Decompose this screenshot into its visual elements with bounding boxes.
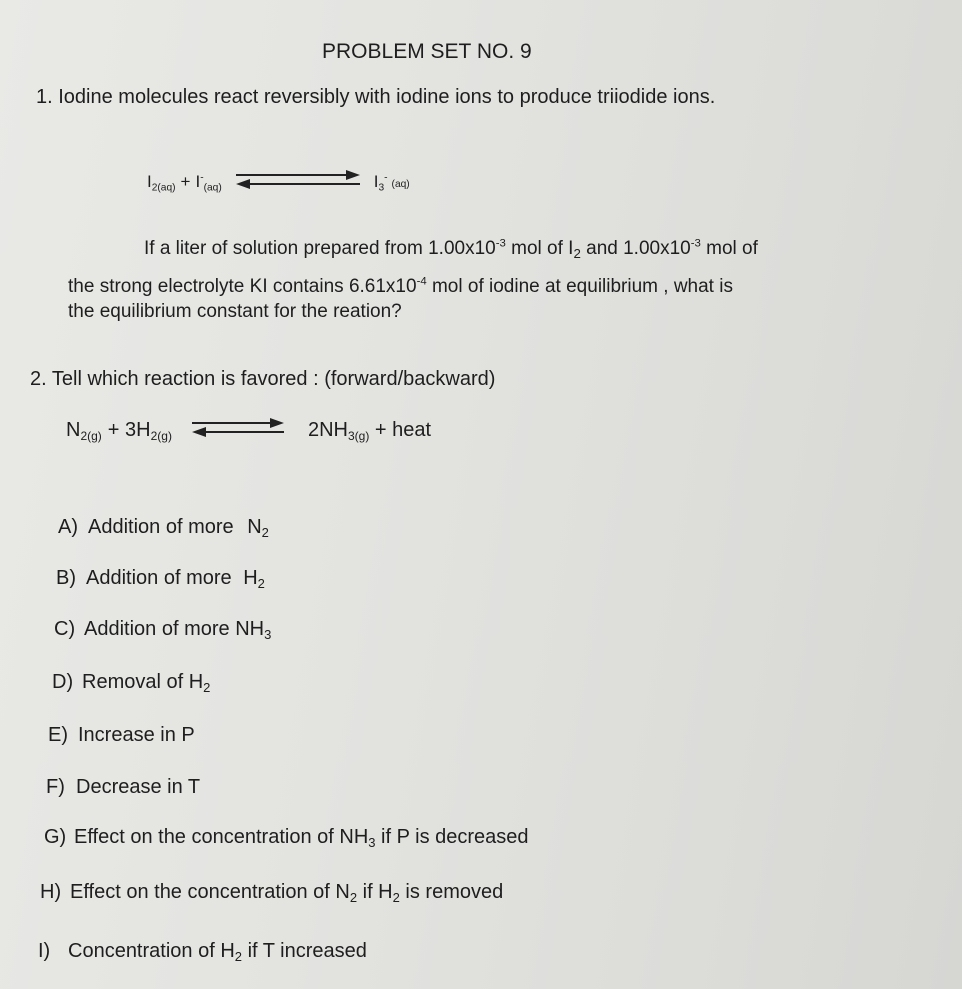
- option-b: B) Addition of more $H_2$: [56, 567, 265, 591]
- product-triiodide: $I_3^-(aq)$: [373, 171, 410, 194]
- iodine-equilibrium-equation: [147, 168, 410, 195]
- question-1-text-line-3: the equilibrium constant for the reation?: [68, 301, 402, 322]
- ammonia-equilibrium-equation: [66, 416, 431, 444]
- option-e: E) Increase in P: [48, 724, 195, 746]
- equilibrium-arrow-icon: [190, 416, 286, 444]
- option-f: F) Decrease in T: [46, 776, 201, 798]
- option-c: C) Addition of more $NH_3$: [54, 618, 272, 642]
- question-1-prompt: 1. Iodine molecules react reversibly with iodine ions to produce triiodide ions.: [36, 86, 716, 108]
- page-title: PROBLEM SET NO. 9: [322, 40, 532, 63]
- product-ammonia: $2NH_{3(g)}$ + heat: [307, 418, 432, 443]
- plus-sign: +: [180, 171, 191, 191]
- question-1-text-line-2: the strong electrolyte KI contains $6.61x10^{-4}$ mol of iodine at equilibrium , what is: [68, 275, 733, 297]
- question-2-prompt: 2. Tell which reaction is favored : (forward/backward): [30, 368, 496, 390]
- reactant-iodine: $I_{2(aq)}$: [147, 171, 176, 194]
- reactant-hydrogen: + $3H_{2(g)}$: [107, 418, 172, 443]
- option-g: G) Effect on the concentration of $NH_3$ if P is decreased: [44, 826, 529, 850]
- option-a: A) Addition of more $N_2$: [58, 516, 269, 540]
- reactant-iodide: $I^-_{(aq)}$: [195, 171, 222, 194]
- option-h: H) Effect on the concentration of $N_2$ if $H_2$ is removed: [40, 881, 504, 905]
- question-1-text-line-1: If a liter of solution prepared from $1.00x10^{-3}$ mol of $I_2$ and $1.00x10^{-3}$ mol of: [144, 237, 758, 261]
- equilibrium-arrow-icon: [234, 168, 362, 195]
- reactant-nitrogen: $N_{2(g)}$: [66, 418, 102, 443]
- option-d: D) Removal of $H_2$: [52, 671, 211, 695]
- option-i: I) Concentration of $H_2$ if T increased: [38, 940, 367, 964]
